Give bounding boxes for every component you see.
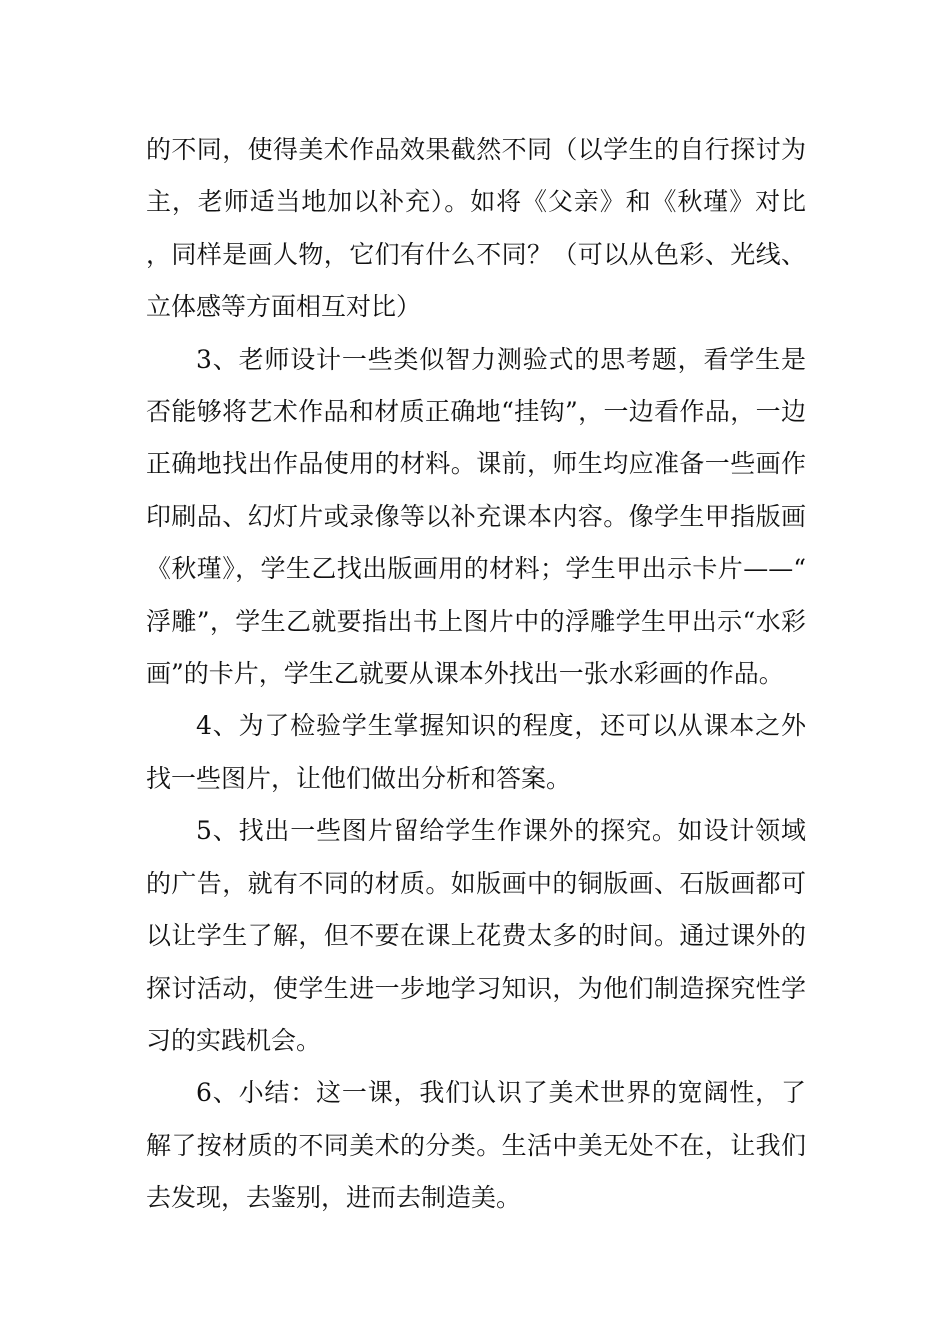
paragraph-item-5: 5、找出一些图片留给学生作课外的探究。如设计领域的广告，就有不同的材质。如版画中的铜版画、石版画都可以让学生了解，但不要在课上花费太多的时间。通过课外的探讨活动，使学生进一步地学习知识，为他们制造探究性学习的实践机会。 [146,816,806,1055]
paragraph-item-4: 4、为了检验学生掌握知识的程度，还可以从课本之外找一些图片，让他们做出分析和答案。 [146,711,806,793]
paragraph-summary: 6、小结：这一课，我们认识了美术世界的宽阔性，了解了按材质的不同美术的分类。生活中美无处不在，让我们去发现，去鉴别，进而去制造美。 [146,1078,806,1213]
paragraph-item-3: 3、老师设计一些类似智力测验式的思考题，看学生是否能够将艺术作品和材质正确地“挂钩”，一边看作品，一边正确地找出作品使用的材料。课前，师生均应准备一些画作印刷品、幻灯片或录像等以补充课本内容。像学生甲指版画《秋瑾》，学生乙找出版画用的材料；学生甲出示卡片——“浮雕”，学生乙就要指出书上图片中的浮雕学生甲出示“水彩画”的卡片，学生乙就要从课本外找出一张水彩画的作品。 [146,344,806,689]
paragraph-continuation: 的不同，使得美术作品效果截然不同（以学生的自行探讨为主，老师适当地加以补充）。如将《父亲》和《秋瑾》对比，同样是画人物，它们有什么不同？（可以从色彩、光线、立体感等方面相互对比） [146,135,806,322]
document-body [146,124,806,1225]
